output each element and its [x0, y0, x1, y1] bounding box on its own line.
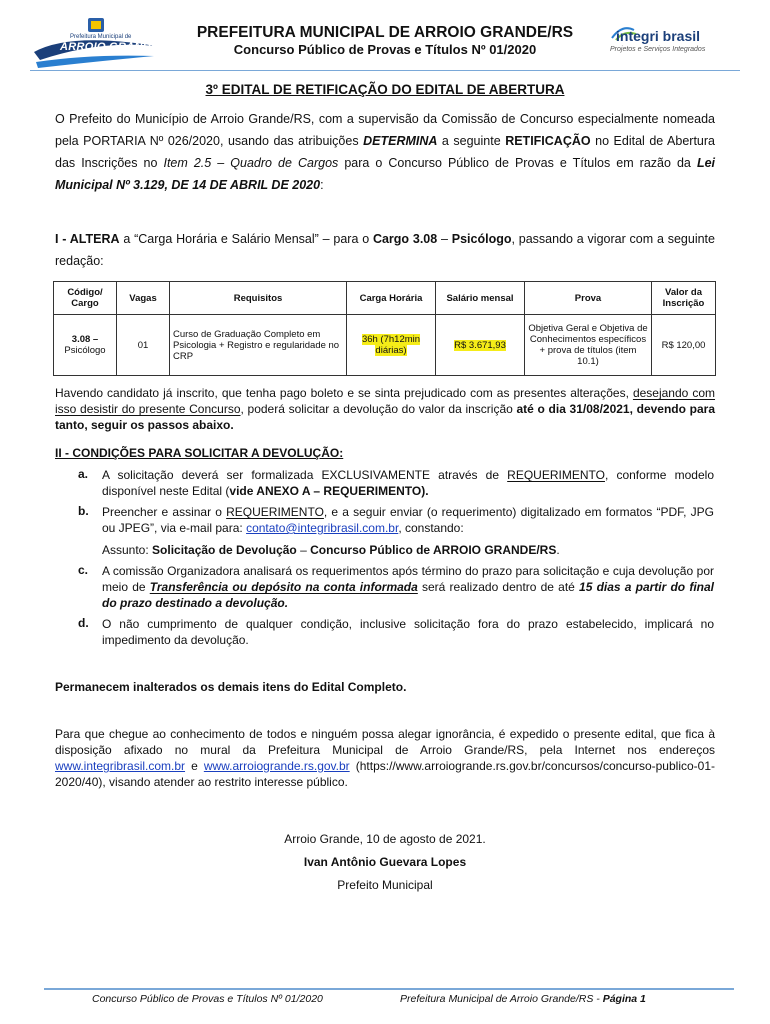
signer-name: Ivan Antônio Guevara Lopes [303, 855, 467, 869]
item-b-requerimento: REQUERIMENTO [226, 505, 324, 519]
intro-law-ref: Lei Municipal Nº 3.129, DE 14 DE ABRIL DE 2020 [55, 156, 715, 192]
footer-right-text: Prefeitura Municipal de Arroio Grande/RS - [400, 993, 603, 1005]
assunto-line [102, 542, 714, 558]
havendo-underlined: desejando com isso desistir do presente Concurso [55, 386, 716, 416]
col-header-codigo: Código/ Cargo [54, 282, 117, 315]
col-header-prova: Prova [525, 282, 652, 315]
cell-carga [347, 315, 436, 376]
item-a-part-1: A solicitação deverá ser formalizada EXCLUSIVAMENTE através de [102, 468, 508, 482]
permanecem-text: Permanecem inalterados os demais itens do Edital Completo. [55, 680, 407, 694]
footer-divider [44, 988, 734, 990]
section-1-text-c: , passando a vigorar com a seguinte redação: [55, 232, 715, 268]
closing-text-a: Para que chegue ao conhecimento de todos e ninguém possa alegar ignorância, é expedido o presente edital, que fica à disposição afixado no mural da Prefeitura Municipal de Arroio Grande/RS, pela Internet nos endereços [55, 727, 715, 757]
assunto-sep: – [296, 543, 311, 557]
assunto-subject-2: Concurso Público de ARROIO GRANDE/RS [310, 543, 557, 557]
havendo-text-b: , poderá solicitar a devolução do valor da inscrição [240, 402, 517, 416]
logo-small-text: Prefeitura Municipal de [70, 34, 132, 40]
table-row [54, 315, 716, 376]
item-b-part-1: Preencher e assinar o [102, 505, 227, 519]
item-c-text [102, 563, 714, 611]
header-subtitle: Concurso Público de Provas e Títulos Nº 01/2020 [233, 42, 537, 57]
item-a-text [102, 467, 714, 499]
cargo-table [53, 281, 716, 376]
email-link[interactable]: contato@integribrasil.com.br [246, 521, 399, 535]
assunto-label: Assunto: [102, 543, 153, 557]
col-header-vagas: Vagas [117, 282, 170, 315]
cell-vagas: 01 [117, 315, 170, 376]
item-a-letter: a. [78, 467, 89, 481]
intro-text-3: no Edital de Abertura das Inscrições no [55, 134, 715, 170]
col-header-salario: Salário mensal [436, 282, 525, 315]
header-divider [30, 70, 740, 71]
cell-code: 3.08 – [71, 334, 99, 345]
intro-text-4: para o Concurso Público de Provas e Títulos em razão da [338, 156, 697, 170]
intro-text-5: : [320, 178, 324, 192]
item-b-text [102, 504, 714, 536]
item-a-requerimento: REQUERIMENTO [507, 468, 605, 482]
item-c-part-1: A comissão Organizadora analisará os requerimentos após término do prazo para solicitação e cuja devolução por meio de [102, 564, 714, 594]
item-c-deadline: 15 dias a partir do final do prazo destinado a devolução. [102, 580, 714, 610]
document-title: 3º EDITAL DE RETIFICAÇÃO DO EDITAL DE ABERTURA [205, 82, 565, 97]
cell-carga-value: 36h (7h12min diárias) [361, 334, 421, 356]
table-header-row [54, 282, 716, 315]
intro-determina: DETERMINA [363, 134, 438, 148]
cell-codigo [54, 315, 117, 376]
closing-and: e [185, 759, 204, 773]
item-c-part-2: será realizado dentro de até [417, 580, 580, 594]
item-b-part-2: , e a seguir enviar (o requerimento) digitalizado em formatos “PDF, JPG ou JPEG”, via e-mail para: [102, 505, 715, 535]
item-c-transfer: Transferência ou depósito na conta informada [149, 580, 418, 594]
signer-role: Prefeito Municipal [337, 878, 433, 892]
cell-valor: R$ 120,00 [652, 315, 716, 376]
intro-retificacao: RETIFICAÇÃO [505, 134, 591, 148]
arroiogrande-link[interactable]: www.arroiogrande.rs.gov.br [203, 759, 350, 773]
havendo-deadline: até o dia 31/08/2021, devendo para tanto, seguir os passos abaixo. [55, 402, 716, 432]
cell-salario [436, 315, 525, 376]
section-1-psicologo: Psicólogo [451, 232, 512, 246]
cell-salario-value: R$ 3.671,93 [454, 339, 506, 351]
assunto-subject-1: Solicitação de Devolução [152, 543, 297, 557]
item-c-letter: c. [78, 563, 89, 577]
footer-left: Concurso Público de Provas e Títulos Nº 01/2020 [92, 993, 323, 1005]
logo-name-text: ARROIO GRANDE [60, 41, 159, 53]
section-2-title: II - CONDIÇÕES PARA SOLICITAR A DEVOLUÇÃO: [55, 446, 344, 460]
place-date: Arroio Grande, 10 de agosto de 2021. [284, 832, 486, 846]
cell-cargo: Psicólogo [64, 345, 106, 356]
col-header-requisitos: Requisitos [170, 282, 347, 315]
section-1-text-b: – [437, 232, 452, 246]
col-header-valor: Valor da Inscrição [652, 282, 716, 315]
intro-text-2: a seguinte [437, 134, 506, 148]
footer-right [400, 993, 646, 1005]
integribrasil-logo [608, 22, 738, 62]
item-d-text: O não cumprimento de qualquer condição, inclusive solicitação fora do prazo estabelecido, implicará no impedimento da devolução. [102, 617, 714, 647]
intro-paragraph [55, 108, 715, 196]
cell-prova: Objetiva Geral e Objetiva de Conhecimentos específicos + prova de títulos (item 10.1) [525, 315, 652, 376]
closing-text-b: (https://www.arroiogrande.rs.gov.br/concursos/concurso-publico-01-2020/40), visando atender ao restrito interesse público. [55, 759, 715, 789]
integribrasil-link[interactable]: www.integribrasil.com.br [55, 759, 186, 773]
header-title: PREFEITURA MUNICIPAL DE ARROIO GRANDE/RS [196, 24, 574, 41]
cell-requisitos: Curso de Graduação Completo em Psicologia + Registro e regularidade no CRP [170, 315, 347, 376]
page-number: Página 1 [602, 993, 646, 1005]
section-1-cargo: Cargo 3.08 [372, 232, 438, 246]
item-a-part-2: , conforme modelo disponível neste Edital ( [102, 468, 714, 498]
intro-item-ref: Item 2.5 – Quadro de Cargos [163, 156, 339, 170]
section-1-prefix: I - ALTERA [55, 232, 120, 246]
havendo-text-a: Havendo candidato já inscrito, que tenha pago boleto e se sinta prejudicado com as presentes alterações, [55, 386, 633, 400]
logo-brand-text: integri brasil [616, 28, 701, 44]
havendo-paragraph [55, 385, 715, 433]
logo-tag-text: Projetos e Serviços Integrados [610, 46, 706, 53]
item-b-letter: b. [78, 504, 89, 518]
item-d-letter: d. [78, 616, 89, 630]
closing-paragraph [55, 726, 715, 790]
item-a-anexo: vide ANEXO A – REQUERIMENTO). [229, 484, 429, 498]
col-header-carga: Carga Horária [347, 282, 436, 315]
assunto-end: . [556, 543, 560, 557]
intro-text-1: O Prefeito do Município de Arroio Grande/RS, com a supervisão da Comissão de Concurso especialmente nomeada pela PORTARIA Nº 026/2020, usando das atribuições [55, 112, 715, 148]
section-1-paragraph [55, 228, 715, 272]
section-1-text-a: a “Carga Horária e Salário Mensal” – para o [119, 232, 373, 246]
item-b-part-3: , constando: [398, 521, 464, 535]
